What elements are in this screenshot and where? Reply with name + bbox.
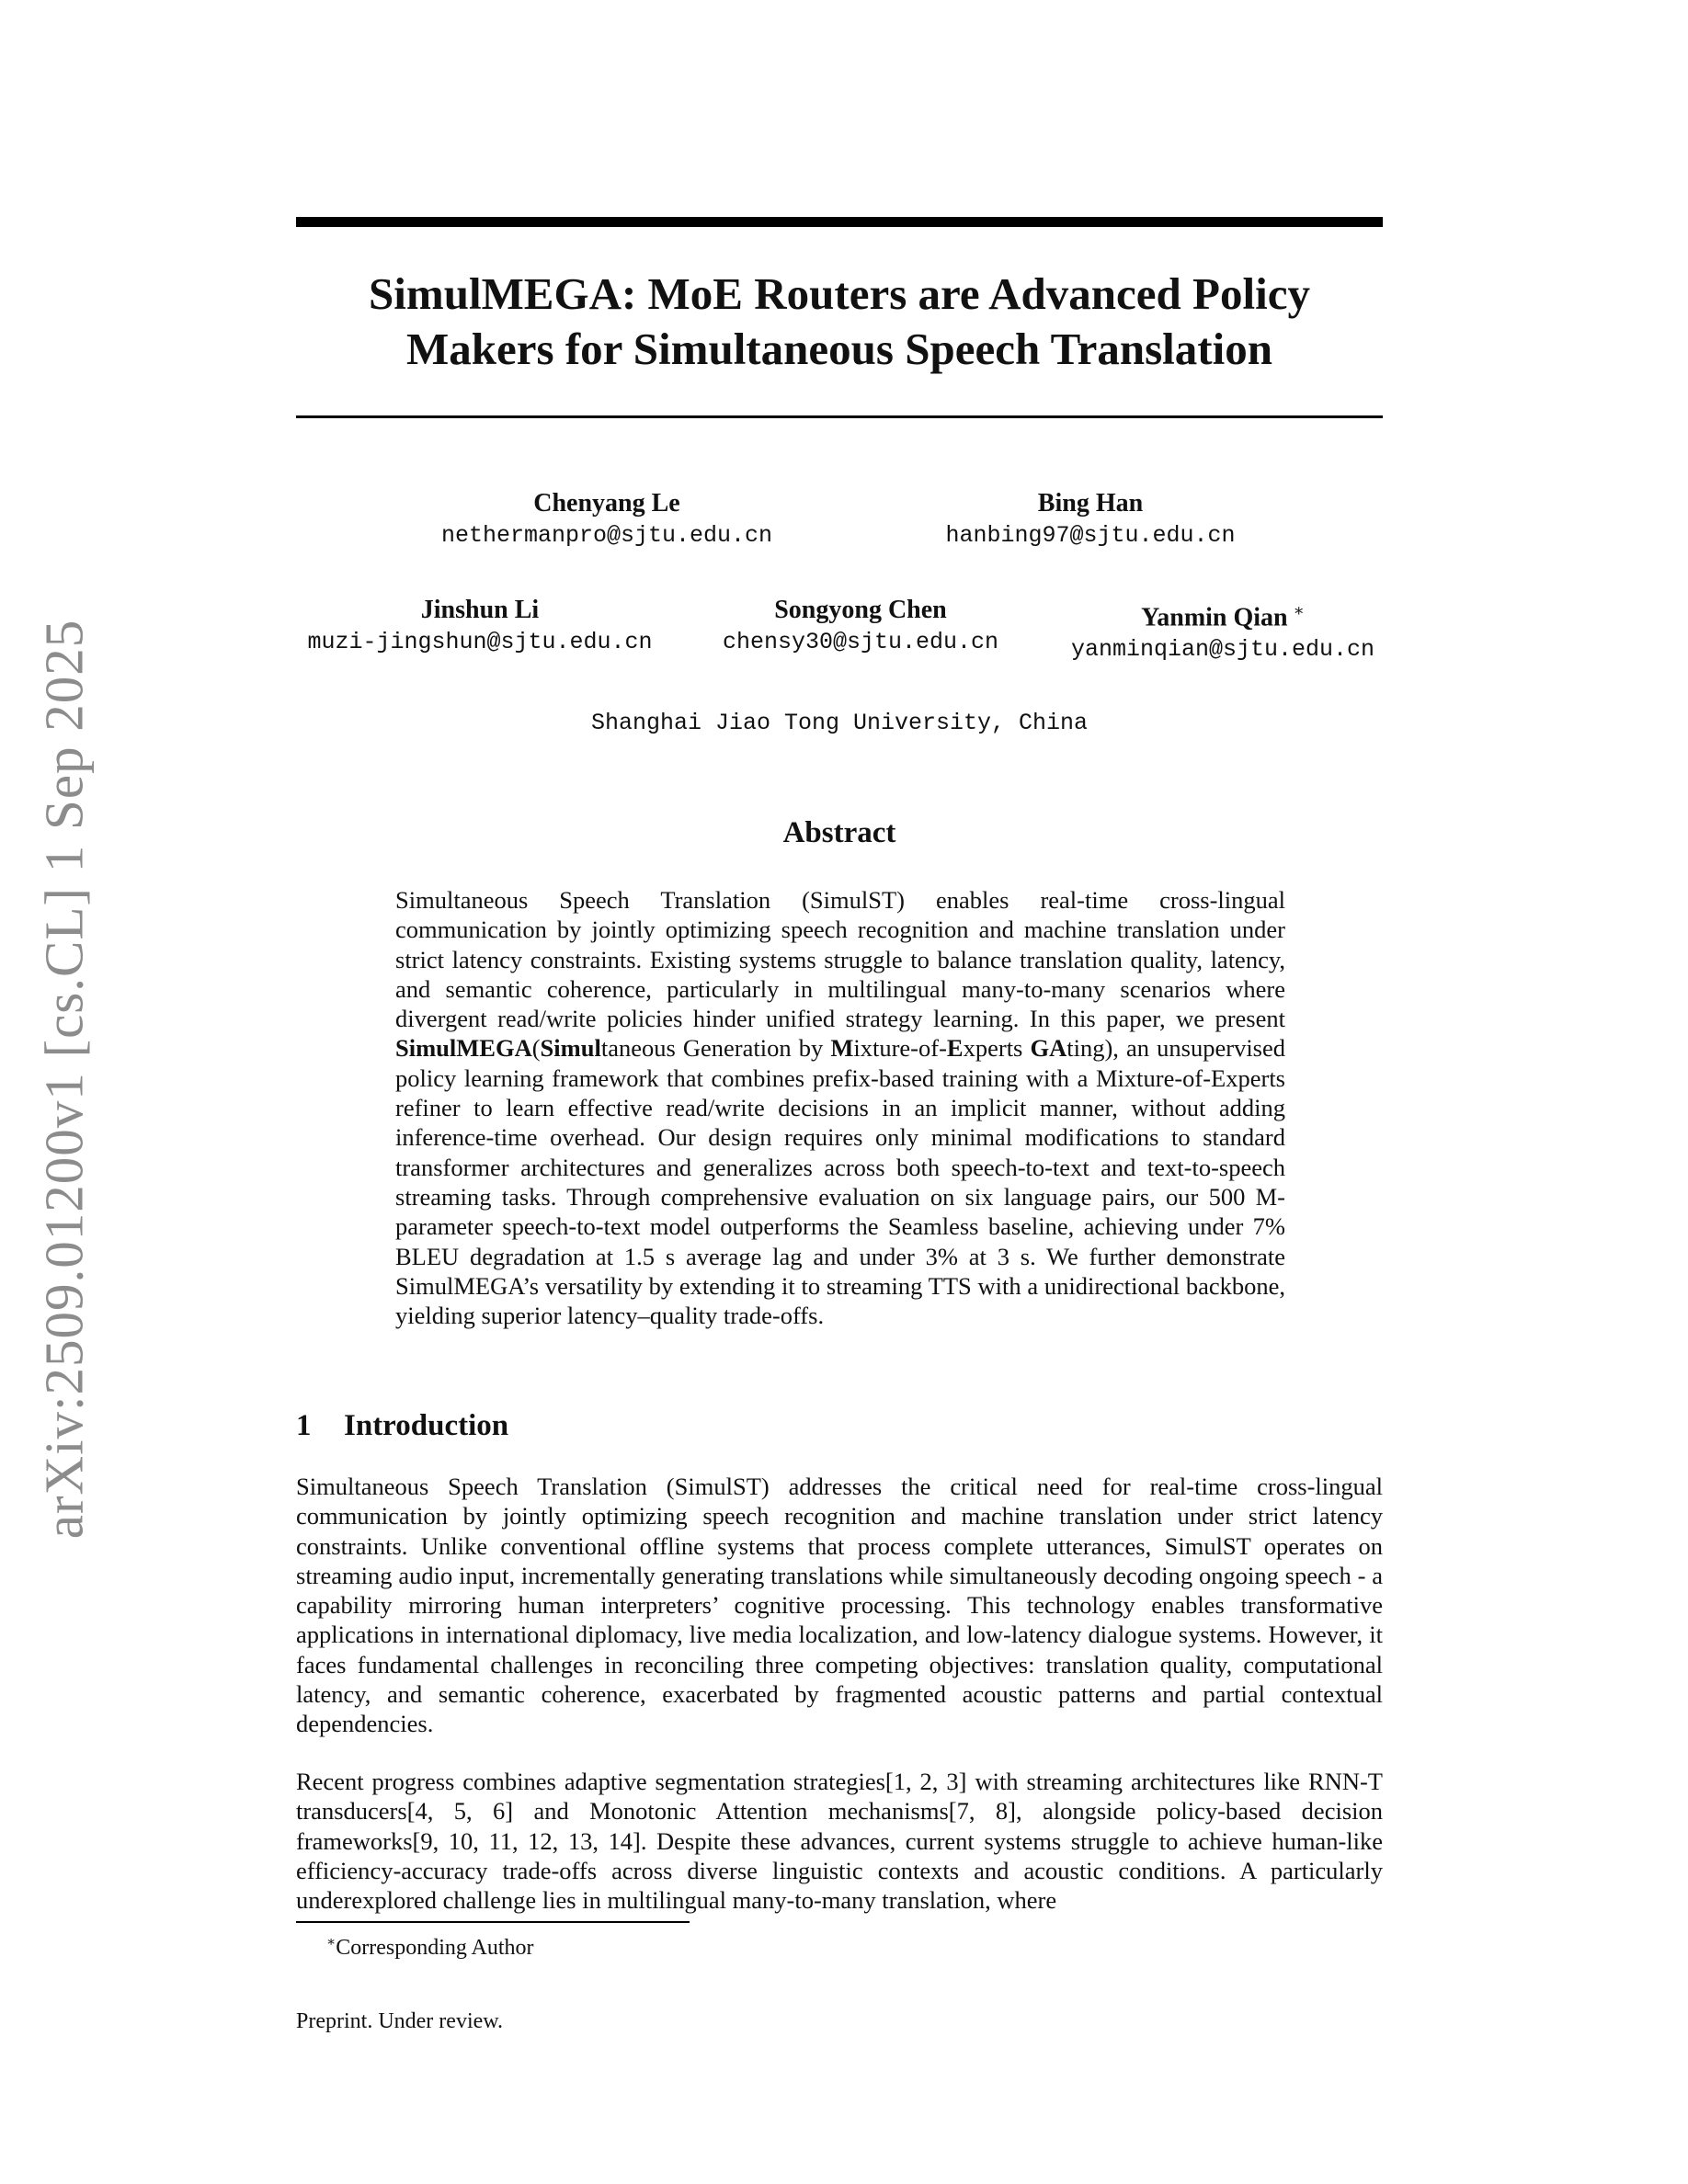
author-block [1039,594,1407,665]
author-email: yanminqian@sjtu.edu.cn [1070,636,1375,664]
footnote-marker: ∗ [1293,601,1305,620]
paper-title [296,267,1383,377]
section-title: Introduction [344,1409,509,1442]
author-email: muzi-jingshun@sjtu.edu.cn [307,629,653,655]
title-bottom-rule [296,415,1383,418]
preprint-note: Preprint. Under review. [296,2009,504,2033]
section-number: 1 [296,1409,312,1442]
body-paragraph: Simultaneous Speech Translation (SimulST) addresses the critical need for real-time cross-lingual communication by jointly optimizing speech recognition and machine translation under strict latency constraints. Unlike conventional offline systems that process complete utterances, SimulST operates on streaming audio input, incrementally generating translations while simultaneously decoding ongoing speech - a capability mirroring human interpreters’ cognitive processing. This technology enables transformative applications in international diplomacy, live media localization, and low-latency dialogue systems. However, it faces fundamental challenges in reconciling three competing objectives: translation quality, computational latency, and semantic coherence, exacerbated by fragmented acoustic patterns and partial contextual dependencies. [296,1473,1383,1738]
footnote-rule [296,1921,690,1923]
affiliation: Shanghai Jiao Tong University, China [590,710,1089,736]
footnote: ∗Corresponding Author [326,1935,534,1960]
author-name: Jinshun Li [420,596,540,624]
author-name: Chenyang Le [533,489,680,518]
section-heading [296,1407,508,1444]
author-email: hanbing97@sjtu.edu.cn [945,522,1236,549]
title-top-rule [296,217,1383,227]
author-email: chensy30@sjtu.edu.cn [722,629,999,655]
arxiv-stamp: arXiv:2509.01200v1 [cs.CL] 1 Sep 2025 [33,619,95,1540]
author-block [677,594,1044,658]
body-paragraph: Recent progress combines adaptive segmentation strategies[1, 2, 3] with streaming architectures like RNN-T transducers[4, 5, 6] and Monotonic Attention mechanisms[7, 8], alongside policy-based decision frameworks[9, 10, 11, 12, 13, 14]. Despite these advances, current systems struggle to achieve human-like efficiency-accuracy trade-offs across diverse linguistic contexts and acoustic conditions. A particularly underexplored challenge lies in multilingual many-to-many translation, where [296,1768,1383,1915]
author-name: Bing Han [1037,489,1144,518]
author-name: Yanmin Qian ∗ [1141,601,1305,632]
footnote-marker: ∗ [326,1935,336,1950]
abstract-heading: Abstract [782,816,896,849]
author-name: Songyong Chen [774,596,947,624]
author-block [296,594,664,658]
title-line-2: Makers for Simultaneous Speech Translation [406,324,1272,374]
author-block [888,487,1293,552]
author-email: nethermanpro@sjtu.edu.cn [440,522,773,549]
author-block [405,487,809,552]
title-line-1: SimulMEGA: MoE Routers are Advanced Policy [369,268,1310,319]
abstract-text: Simultaneous Speech Translation (SimulST) enables real-time cross-lingual communication by jointly optimizing speech recognition and machine translation under strict latency constraints. Existing systems struggle to balance translation quality, latency, and semantic coherence, particularly in multilingual many-to-many scenarios where divergent read/write policies hinder unified strategy learning. In this paper, we present SimulMEGA(Simultaneous Generation by Mixture-of-Experts GAting), an unsupervised policy learning framework that combines prefix-based training with a Mixture-of-Experts refiner to learn effective read/write decisions in an implicit manner, without adding inference-time overhead. Our design requires only minimal modifications to standard transformer architectures and generalizes across both speech-to-text and text-to-speech streaming tasks. Through comprehensive evaluation on six language pairs, our 500 M-parameter speech-to-text model outperforms the Seamless baseline, achieving under 7% BLEU degradation at 1.5 s average lag and under 3% at 3 s. We further demonstrate SimulMEGA’s versatility by extending it to streaming TTS with a unidirectional backbone, yielding superior latency–quality trade-offs. [395,886,1286,1330]
